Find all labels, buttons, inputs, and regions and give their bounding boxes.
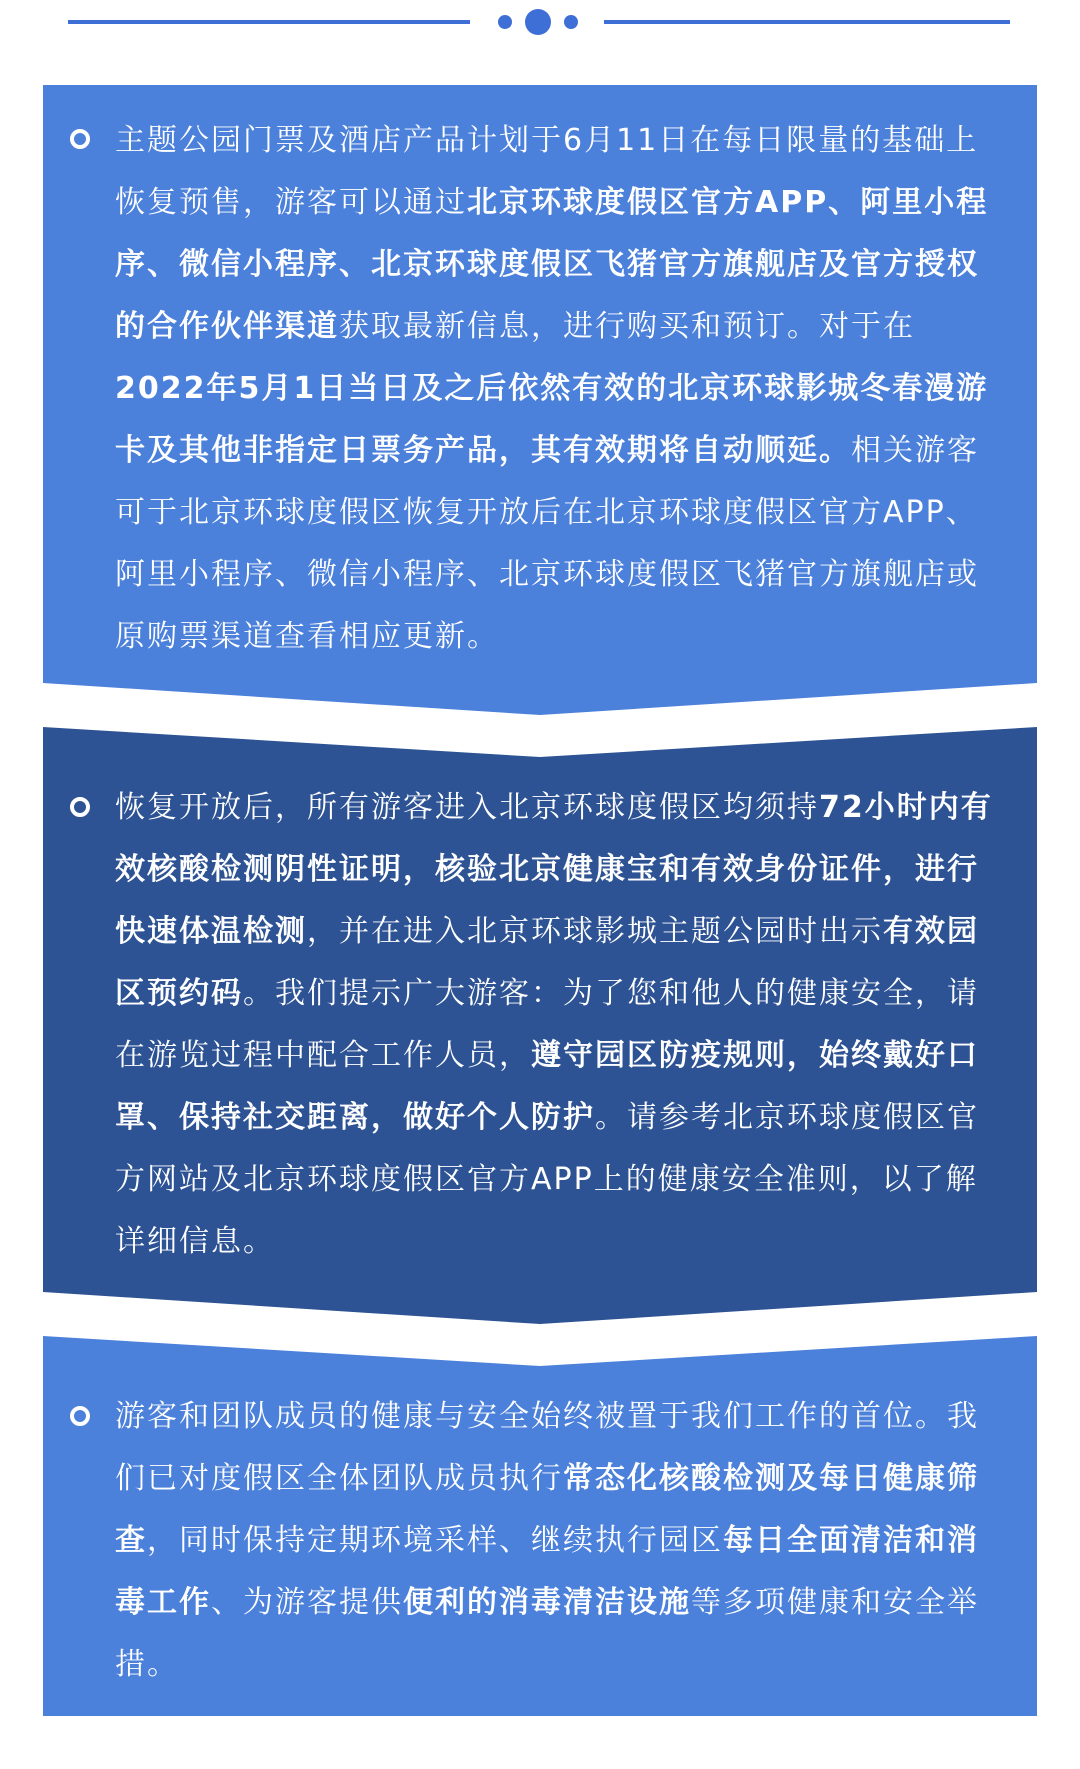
body-text: 主题公园门票及酒店产品计划于6月11日在每日限量的基础上恢复预售，游客可以通过: [115, 123, 979, 220]
divider-dot-right: [564, 15, 578, 29]
ticket-info-text: [115, 110, 997, 668]
highlighted-text: 有效园区预约码: [115, 914, 979, 1011]
bullet-ring-icon: [70, 797, 90, 817]
highlighted-text: 遵守园区防疫规则，始终戴好口罩、保持社交距离，做好个人防护: [115, 1038, 979, 1135]
body-text: 游客和团队成员的健康与安全始终被置于我们工作的首位。我们已对度假区全体团队成员执行: [115, 1399, 979, 1496]
body-text: 。我们提示广大游客：为了您和他人的健康安全，请在游览过程中配合工作人员，: [115, 976, 979, 1073]
body-text: 、为游客提供: [211, 1585, 403, 1620]
body-text: ，同时保持定期环境采样、继续执行园区: [147, 1523, 723, 1558]
ticket-info-panel: [43, 85, 1037, 715]
bullet-ring-icon: [70, 1406, 90, 1426]
divider-dot-center: [525, 9, 551, 35]
highlighted-text: 北京环球度假区官方APP、阿里小程序、微信小程序、北京环球度假区飞猪官方旗舰店及官方授权的合作伙伴渠道: [115, 185, 989, 344]
highlighted-text: 每日全面清洁和消毒工作: [115, 1523, 979, 1620]
body-text: 相关游客可于北京环球度假区恢复开放后在北京环球度假区官方APP、阿里小程序、微信小程序、北京环球度假区飞猪官方旗舰店或原购票渠道查看相应更新。: [115, 433, 979, 654]
highlighted-text: 常态化核酸检测及每日健康筛查: [115, 1461, 979, 1558]
health-safety-panel: [43, 1336, 1037, 1716]
body-text: ，并在进入北京环球影城主题公园时出示: [307, 914, 883, 949]
health-safety-text: [115, 1386, 997, 1696]
body-text: 等多项健康和安全举措。: [115, 1585, 979, 1682]
entry-requirements-text: [115, 777, 997, 1273]
body-text: 。请参考北京环球度假区官方网站及北京环球度假区官方APP上的健康安全准则，以了解详细信息。: [115, 1100, 979, 1259]
highlighted-text: 便利的消毒清洁设施: [403, 1585, 691, 1620]
body-text: 获取最新信息，进行购买和预订。对于在: [339, 309, 915, 344]
top-divider-ornament: [0, 0, 1080, 48]
body-text: 恢复开放后，所有游客进入北京环球度假区均须持: [115, 790, 819, 825]
bullet-ring-icon: [70, 129, 90, 149]
entry-requirements-panel: [43, 727, 1037, 1324]
highlighted-text: 72小时内有效核酸检测阴性证明，核验北京健康宝和有效身份证件，进行快速体温检测: [115, 790, 993, 949]
divider-dot-left: [498, 15, 512, 29]
highlighted-text: 2022年5月1日当日及之后依然有效的北京环球影城冬春漫游卡及其他非指定日票务产品，其有效期将自动顺延。: [115, 371, 989, 468]
